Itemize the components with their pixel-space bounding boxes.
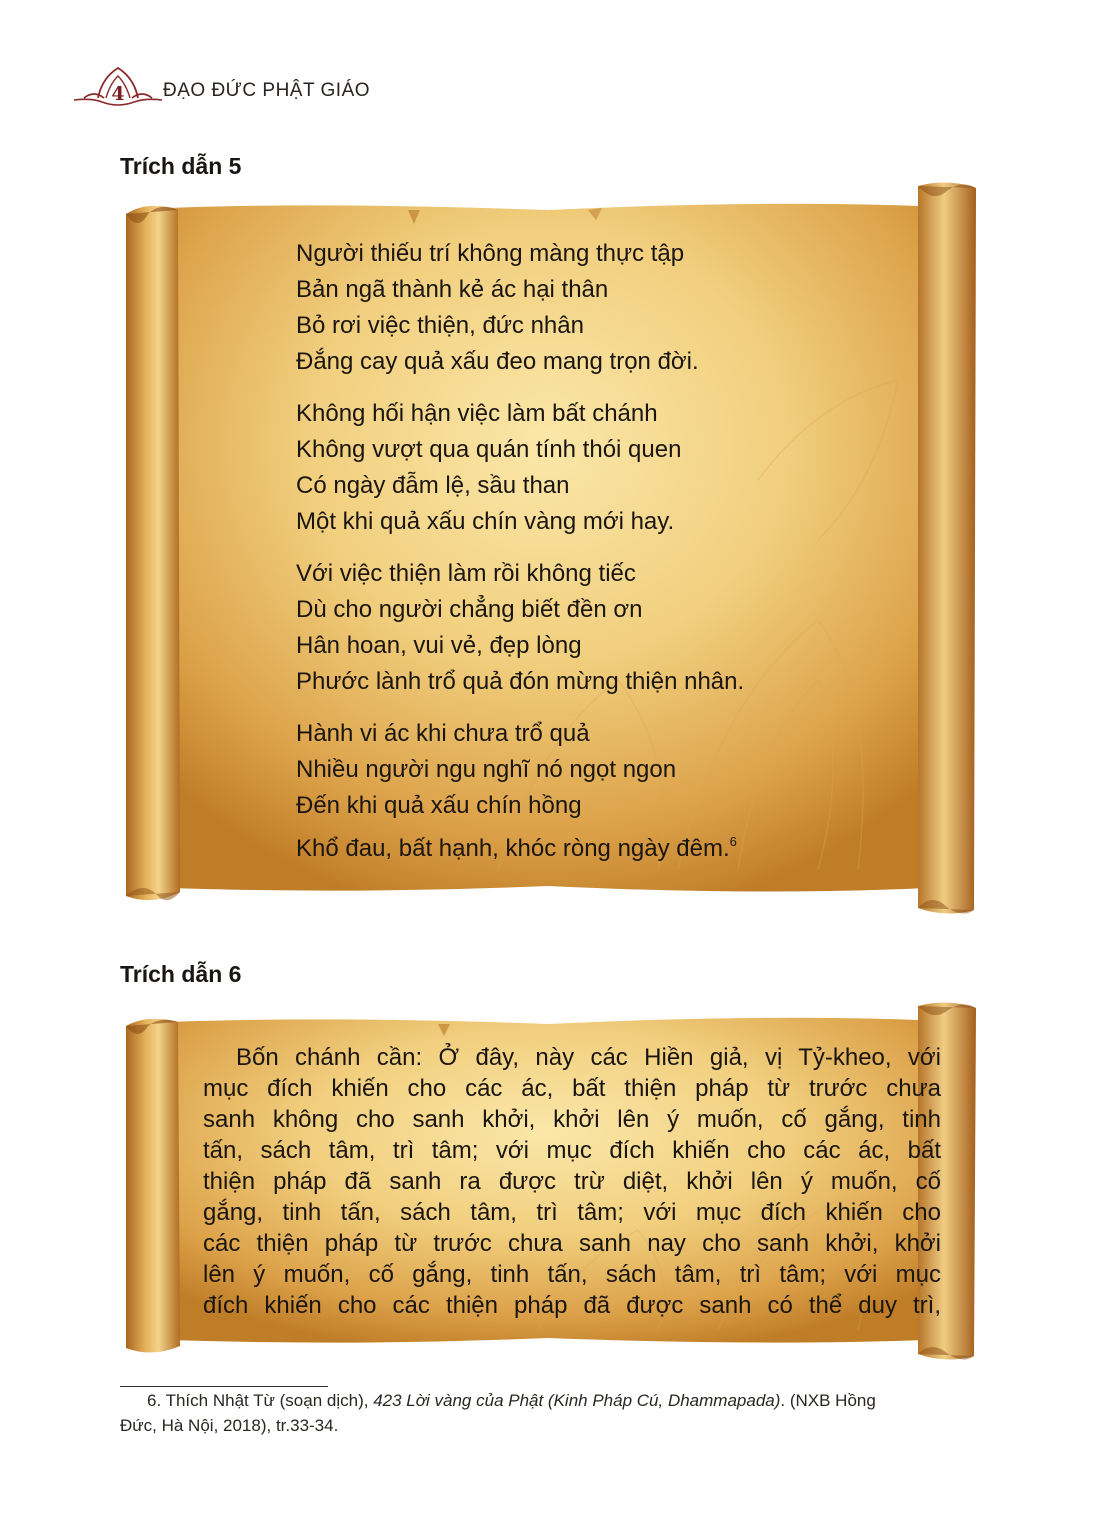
footnote	[120, 1388, 990, 1438]
poem-line: Đắng cay quả xấu đeo mang trọn đời.	[296, 348, 699, 375]
footnote-divider	[120, 1386, 328, 1387]
poem-line: Không hối hận việc làm bất chánh	[296, 400, 658, 427]
footnote-line: Đức, Hà Nội, 2018), tr.33-34.	[120, 1416, 339, 1435]
page-number: 4	[111, 83, 125, 105]
poem-line	[296, 824, 744, 867]
quote-5-title: Trích dẫn 5	[120, 153, 242, 179]
paragraph-line: sanh không cho sanh khởi, khởi lên ý muốn, cố gắng, tinh	[203, 1106, 941, 1133]
paragraph-line: gắng, tinh tấn, sách tâm, trì tâm; với mục đích khiến cho	[203, 1199, 941, 1226]
poem-line: Một khi quả xấu chín vàng mới hay.	[296, 508, 675, 535]
poem-line: Phước lành trổ quả đón mừng thiện nhân.	[296, 668, 745, 695]
running-header	[72, 62, 402, 112]
paragraph-line: mục đích khiến cho các ác, bất thiện pháp từ trước chưa	[203, 1075, 941, 1102]
footnote-work-title: 423 Lời vàng của Phật (Kinh Pháp Cú, Dhammapada)	[373, 1391, 781, 1410]
poem-line: Đến khi quả xấu chín hồng	[296, 792, 582, 819]
poem-line: Hân hoan, vui vẻ, đẹp lòng	[296, 632, 582, 659]
quote-6-title: Trích dẫn 6	[120, 961, 242, 987]
footnote-ref: 6	[729, 834, 737, 849]
poem-stanza	[296, 396, 744, 540]
poem-line: Người thiếu trí không màng thực tập	[296, 240, 685, 267]
book-title: ĐẠO ĐỨC PHẬT GIÁO	[163, 80, 371, 101]
poem-line: Có ngày đẫm lệ, sầu than	[296, 472, 570, 499]
poem-line: Với việc thiện làm rồi không tiếc	[296, 560, 636, 587]
paragraph-line: thiện pháp đã sanh ra được trừ diệt, khởi lên ý muốn, cố	[203, 1168, 941, 1195]
paragraph-line: lên ý muốn, cố gắng, tinh tấn, sách tâm, trì tâm; với mục	[203, 1261, 941, 1288]
paragraph-line: Bốn chánh cần: Ở đây, này các Hiền giả, vị Tỷ-kheo, với	[236, 1044, 941, 1071]
footnote-line	[120, 1388, 990, 1413]
quote-6-paragraph	[203, 1042, 941, 1321]
paragraph-line: đích khiến cho các thiện pháp đã được sanh có thể duy trì,	[203, 1292, 941, 1319]
poem-stanza	[296, 716, 744, 867]
footnote-publisher: . (NXB Hồng	[780, 1391, 876, 1410]
quote-5-poem	[296, 236, 744, 883]
poem-line: Hành vi ác khi chưa trổ quả	[296, 720, 590, 747]
poem-line: Nhiều người ngu nghĩ nó ngọt ngon	[296, 756, 677, 783]
poem-line: Không vượt qua quán tính thói quen	[296, 436, 682, 463]
paragraph-line: tấn, sách tâm, trì tâm; với mục đích khiến cho các ác, bất	[203, 1137, 941, 1164]
poem-line: Dù cho người chẳng biết đền ơn	[296, 596, 643, 623]
footnote-citation: 6. Thích Nhật Từ (soạn dịch),	[147, 1391, 374, 1410]
poem-line-text: Khổ đau, bất hạnh, khóc ròng ngày đêm.	[296, 835, 730, 862]
poem-line: Bỏ rơi việc thiện, đức nhân	[296, 312, 584, 339]
paragraph-line: các thiện pháp từ trước chưa sanh nay cho sanh khởi, khởi	[203, 1230, 941, 1257]
poem-stanza	[296, 556, 744, 700]
poem-stanza	[296, 236, 744, 380]
poem-line: Bản ngã thành kẻ ác hại thân	[296, 276, 609, 303]
